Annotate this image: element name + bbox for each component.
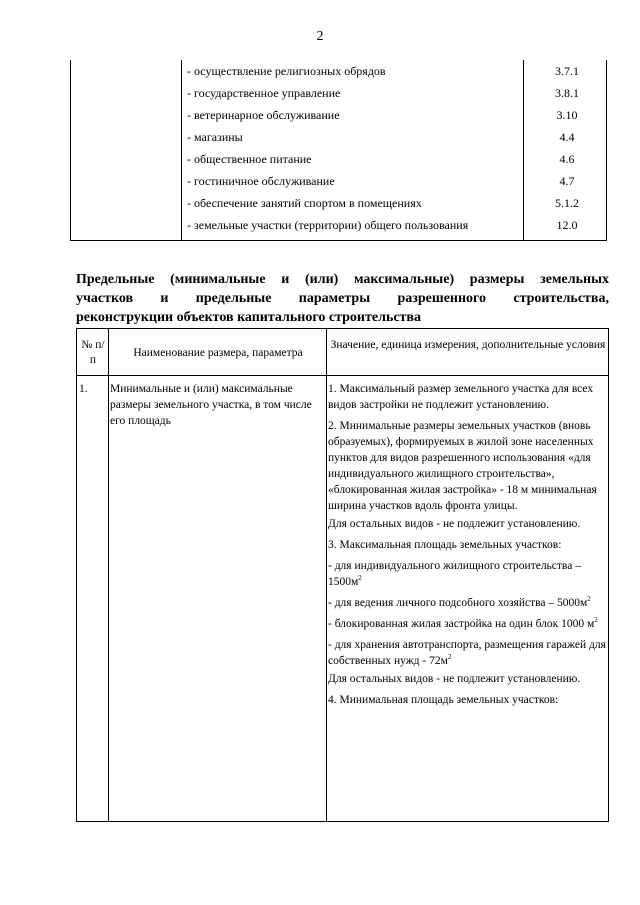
land-use-code: 4.6	[559, 152, 575, 166]
value-paragraph: - блокированная жилая застройка на один блок 1000 м	[328, 618, 595, 630]
table-divider	[326, 329, 327, 821]
value-paragraph: Для остальных видов - не подлежит установлению.	[328, 673, 581, 685]
value-paragraph: - для индивидуального жилищного строительства –1500м	[328, 560, 581, 588]
unit-superscript: 2	[358, 574, 362, 583]
land-use-code: 4.7	[559, 174, 575, 188]
page-number: 2	[316, 29, 324, 44]
value-paragraph: 1. Максимальный размер земельного участка для всех видов застройки не подлежит установлению.	[328, 383, 594, 411]
value-paragraph: 3. Максимальная площадь земельных участков:	[328, 539, 562, 551]
row-value	[328, 381, 608, 713]
land-use-name: - государственное управление	[187, 86, 341, 100]
land-use-name: - земельные участки (территории) общего пользования	[187, 218, 469, 232]
land-use-row	[182, 170, 606, 192]
land-use-row	[182, 214, 606, 236]
unit-superscript: 2	[594, 616, 598, 625]
land-use-code: 3.10	[556, 108, 578, 122]
value-paragraph: - для ведения личного подсобного хозяйства – 5000м	[328, 597, 588, 609]
table-divider	[77, 375, 608, 376]
section-title-line: реконструкции объектов капитального строительства	[76, 310, 421, 325]
parameters-table	[76, 328, 609, 822]
header-name: Наименование размера, параметра	[133, 347, 303, 359]
section-title-line: участков и предельные параметры разрешенного строительства,	[76, 291, 609, 306]
unit-superscript: 2	[587, 595, 591, 604]
section-title-line: Предельные (минимальные и (или) максимальные) размеры земельных	[76, 272, 609, 287]
value-paragraph: - для хранения автотранспорта, размещения гаражей для собственных нужд - 72м	[328, 639, 606, 667]
land-use-row	[182, 60, 606, 82]
land-use-row	[182, 104, 606, 126]
land-use-code: 4.4	[559, 130, 575, 144]
land-use-name: - ветеринарное обслуживание	[187, 108, 340, 122]
land-use-code: 12.0	[556, 218, 578, 232]
land-use-row	[182, 192, 606, 214]
land-use-row	[182, 148, 606, 170]
header-value: Значение, единица измерения, дополнительные условия	[330, 339, 606, 351]
value-paragraph: 2. Минимальные размеры земельных участков (вновь образуемых), формируемых в жилой зоне населенных пунктов для видов разрешенного использования «для индивидуального жилищного строительства», «блокированная жилая застройка» - 18 м минимальная ширина участков вдоль фронта улицы.	[328, 420, 597, 512]
land-use-code: 3.7.1	[555, 64, 579, 78]
row-parameter-name: Минимальные и (или) максимальные размеры земельного участка, в том числе его площадь	[110, 383, 312, 427]
land-use-name: - гостиничное обслуживание	[187, 174, 335, 188]
value-paragraph: 4. Минимальная площадь земельных участков:	[328, 694, 559, 706]
table-divider	[108, 329, 109, 821]
header-num: № п/п	[81, 339, 105, 366]
land-use-continuation-table	[70, 60, 607, 241]
land-use-row	[182, 82, 606, 104]
land-use-code: 5.1.2	[555, 196, 579, 210]
row-num: 1.	[79, 383, 88, 395]
value-paragraph: Для остальных видов - не подлежит установлению.	[328, 518, 581, 530]
unit-superscript: 2	[447, 653, 452, 662]
land-use-code: 3.8.1	[555, 86, 579, 100]
land-use-name: - осуществление религиозных обрядов	[187, 64, 386, 78]
land-use-row	[182, 126, 606, 148]
land-use-name: - общественное питание	[187, 152, 312, 166]
land-use-name: - обеспечение занятий спортом в помещениях	[187, 196, 422, 210]
land-use-name: - магазины	[187, 130, 243, 144]
section-title	[76, 270, 609, 327]
